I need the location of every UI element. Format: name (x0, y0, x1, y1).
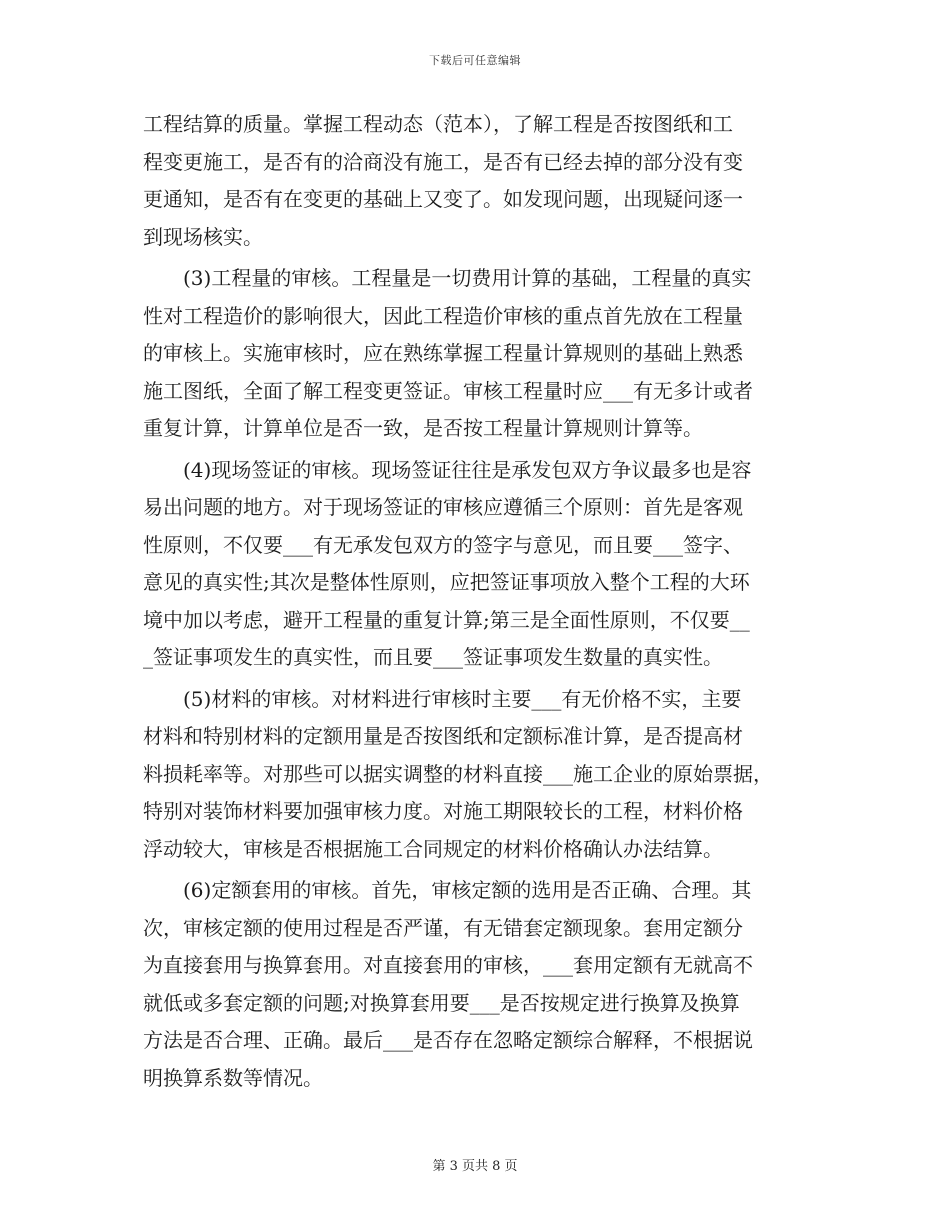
text-line: (4)现场签证的审核。现场签证往往是承发包双方争议最多也是容 (183, 457, 752, 482)
text-line: 方法是否合理、正确。最后___是否存在忽略定额综合解释，不根据说 (143, 1028, 753, 1052)
text-line: (3)工程量的审核。工程量是一切费用计算的基础，工程量的真实 (183, 266, 752, 290)
text-line: 浮动较大，审核是否根据施工合同规定的材料价格确认办法结算。 (143, 836, 723, 861)
paragraph (143, 106, 815, 256)
paragraph (143, 872, 815, 1097)
text-line: (6)定额套用的审核。首先，审核定额的选用是否正确、合理。其 (183, 878, 752, 902)
text-line: _签证事项发生的真实性，而且要___签证事项发生数量的真实性。 (143, 645, 723, 669)
text-line: 到现场核实。 (143, 224, 263, 249)
text-line: 就低或多套定额的问题;对换算套用要___是否按规定进行换算及换算 (143, 990, 740, 1015)
text-line: 明换算系数等情况。 (143, 1065, 323, 1090)
text-line: 更通知，是否有在变更的基础上又变了。如发现问题，出现疑问逐一 (143, 187, 743, 211)
text-line: 重复计算，计算单位是否一致，是否按工程量计算规则计算等。 (143, 416, 703, 440)
text-line: 的审核上。实施审核时，应在熟练掌握工程量计算规则的基础上熟悉 (143, 341, 743, 365)
document-body (143, 106, 815, 1101)
text-line: 施工图纸，全面了解工程变更签证。审核工程量时应___有无多计或者 (143, 378, 753, 403)
text-line: 性原则，不仅要___有无承发包双方的签字与意见，而且要___签字、 (143, 532, 743, 557)
text-line: 工程结算的质量。掌握工程动态（范本），了解工程是否按图纸和工 (143, 112, 733, 136)
page-footer: 第 3 页共 8 页 (432, 1159, 518, 1174)
text-line: 意见的真实性;其次是整体性原则，应把签证事项放入整个工程的大环 (143, 570, 750, 594)
text-line: 次，审核定额的使用过程是否严谨，有无错套定额现象。套用定额分 (143, 915, 743, 940)
text-line: 为直接套用与换算套用。对直接套用的审核，___套用定额有无就高不 (143, 953, 753, 977)
text-line: (5)材料的审核。对材料进行审核时主要___有无价格不实，主要 (183, 686, 742, 711)
page-header: 下载后可任意编辑 (429, 54, 521, 67)
text-line: 程变更施工，是否有的洽商没有施工，是否有已经去掉的部分没有变 (143, 149, 743, 174)
text-line: 易出问题的地方。对于现场签证的审核应遵循三个原则：首先是客观 (143, 495, 743, 519)
text-line: 材料和特别材料的定额用量是否按图纸和定额标准计算，是否提高材 (143, 724, 743, 748)
text-line: 境中加以考虑，避开工程量的重复计算;第三是全面性原则，不仅要__ (143, 607, 750, 632)
paragraph (143, 452, 815, 677)
text-line: 特别对装饰材料要加强审核力度。对施工期限较长的工程，材料价格 (143, 799, 743, 823)
paragraph (143, 260, 815, 448)
paragraph (143, 681, 815, 869)
text-line: 料损耗率等。对那些可以据实调整的材料直接___施工企业的原始票据， (143, 761, 773, 786)
text-line: 性对工程造价的影响很大，因此工程造价审核的重点首先放在工程量 (143, 303, 743, 328)
